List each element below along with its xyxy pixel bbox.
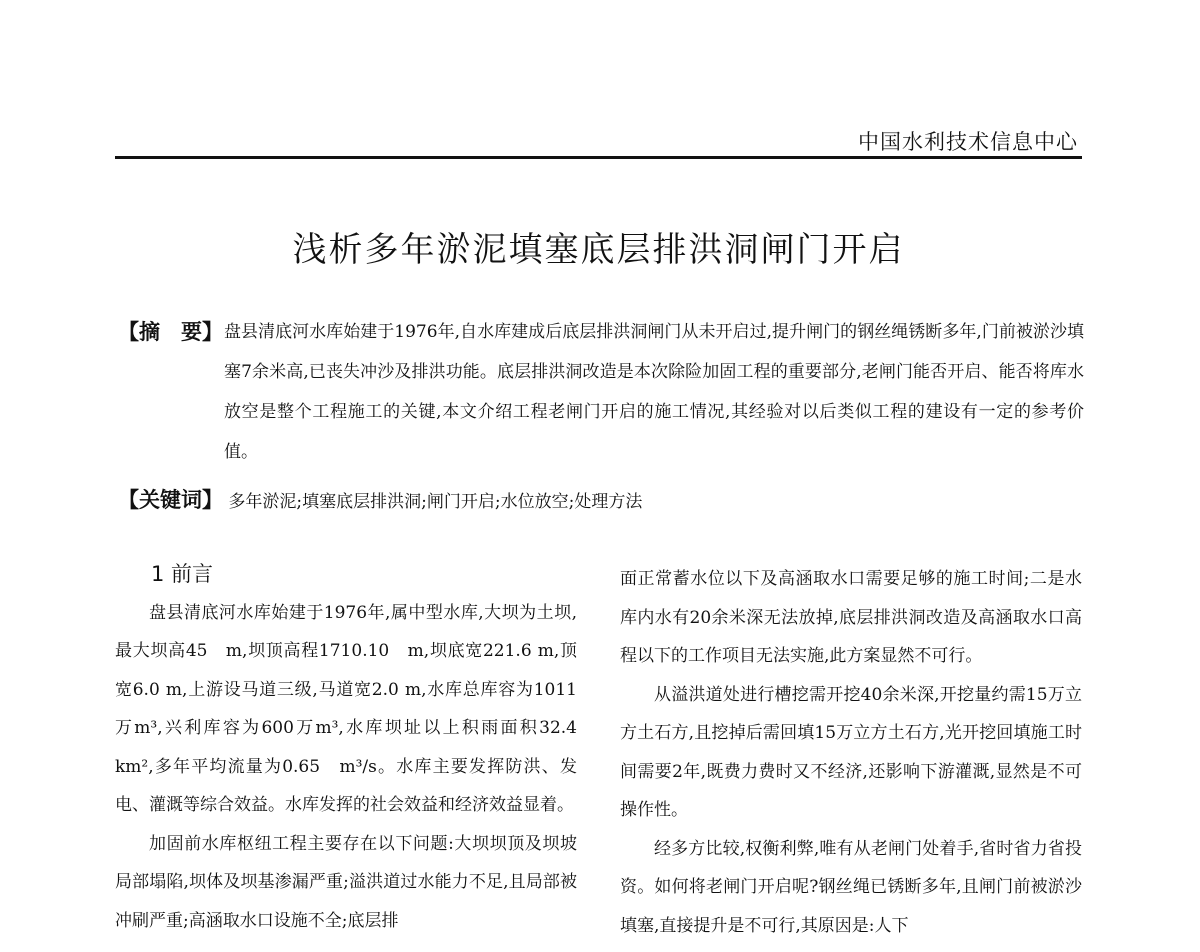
body-paragraph: 盘县清底河水库始建于1976年,属中型水库,大坝为土坝,最大坝高45 m,坝顶高程1710.10 m,坝底宽221.6 m,顶宽6.0 m,上游设马道三级,马道宽2.0 m,水库总库容为1011万m³,兴利库容为600万m³,水库坝址以上积雨面积32.4 km²,多年平均流量为0.65 m³/s。水库主要发挥防洪、发电、灌溉等综合效益。水库发挥的社会效益和经济效益显着。 (115, 602, 594, 815)
header-divider (115, 156, 1082, 159)
abstract-label: 【摘 要】 (118, 320, 223, 344)
body-paragraph: 面正常蓄水位以下及高涵取水口需要足够的施工时间;二是水库内水有20余米深无法放掉,底层排洪洞改造及高涵取水口高程以下的工作项目无法实施,此方案显然不可行。 (620, 569, 1082, 666)
body-paragraph: 从溢洪道处进行槽挖需开挖40余米深,开挖量约需15万立方土石方,且挖掉后需回填15万立方土石方,光开挖回填施工时间需要2年,既费力费时又不经济,还影响下游灌溉,显然是不可操作性。 (620, 684, 1082, 820)
left-column (115, 555, 594, 940)
journal-header-org: 中国水利技术信息中心 (858, 130, 1078, 154)
section-heading: 1 前言 (151, 562, 214, 586)
keywords-text: 多年淤泥;填塞底层排洪洞;闸门开启;水位放空;处理方法 (228, 492, 643, 512)
body-paragraph: 经多方比较,权衡利弊,唯有从老闸门处着手,省时省力省投资。如何将老闸门开启呢?钢丝绳已锈断多年,且闸门前被淤沙填塞,直接提升是不可行,其原因是:人下 (620, 838, 1082, 936)
abstract-block (118, 312, 1084, 472)
keywords-block (118, 480, 1084, 522)
abstract-text: 盘县清底河水库始建于1976年,自水库建成后底层排洪洞闸门从未开启过,提升闸门的钢丝绳锈断多年,门前被淤沙填塞7余米高,已丧失冲沙及排洪功能。底层排洪洞改造是本次除险加固工程的重要部分,老闸门能否开启、能否将库水放空是整个工程施工的关键,本文介绍工程老闸门开启的施工情况,其经验对以后类似工程的建设有一定的参考价值。 (224, 322, 1084, 462)
body-paragraph: 加固前水库枢纽工程主要存在以下问题:大坝坝顶及坝坡局部塌陷,坝体及坝基渗漏严重;溢洪道过水能力不足,且局部被冲刷严重;高涵取水口设施不全;底层排 (115, 833, 577, 931)
article-title: 浅析多年淤泥填塞底层排洪洞闸门开启 (292, 230, 905, 270)
keywords-label: 【关键词】 (118, 488, 223, 512)
right-column (620, 560, 1082, 945)
